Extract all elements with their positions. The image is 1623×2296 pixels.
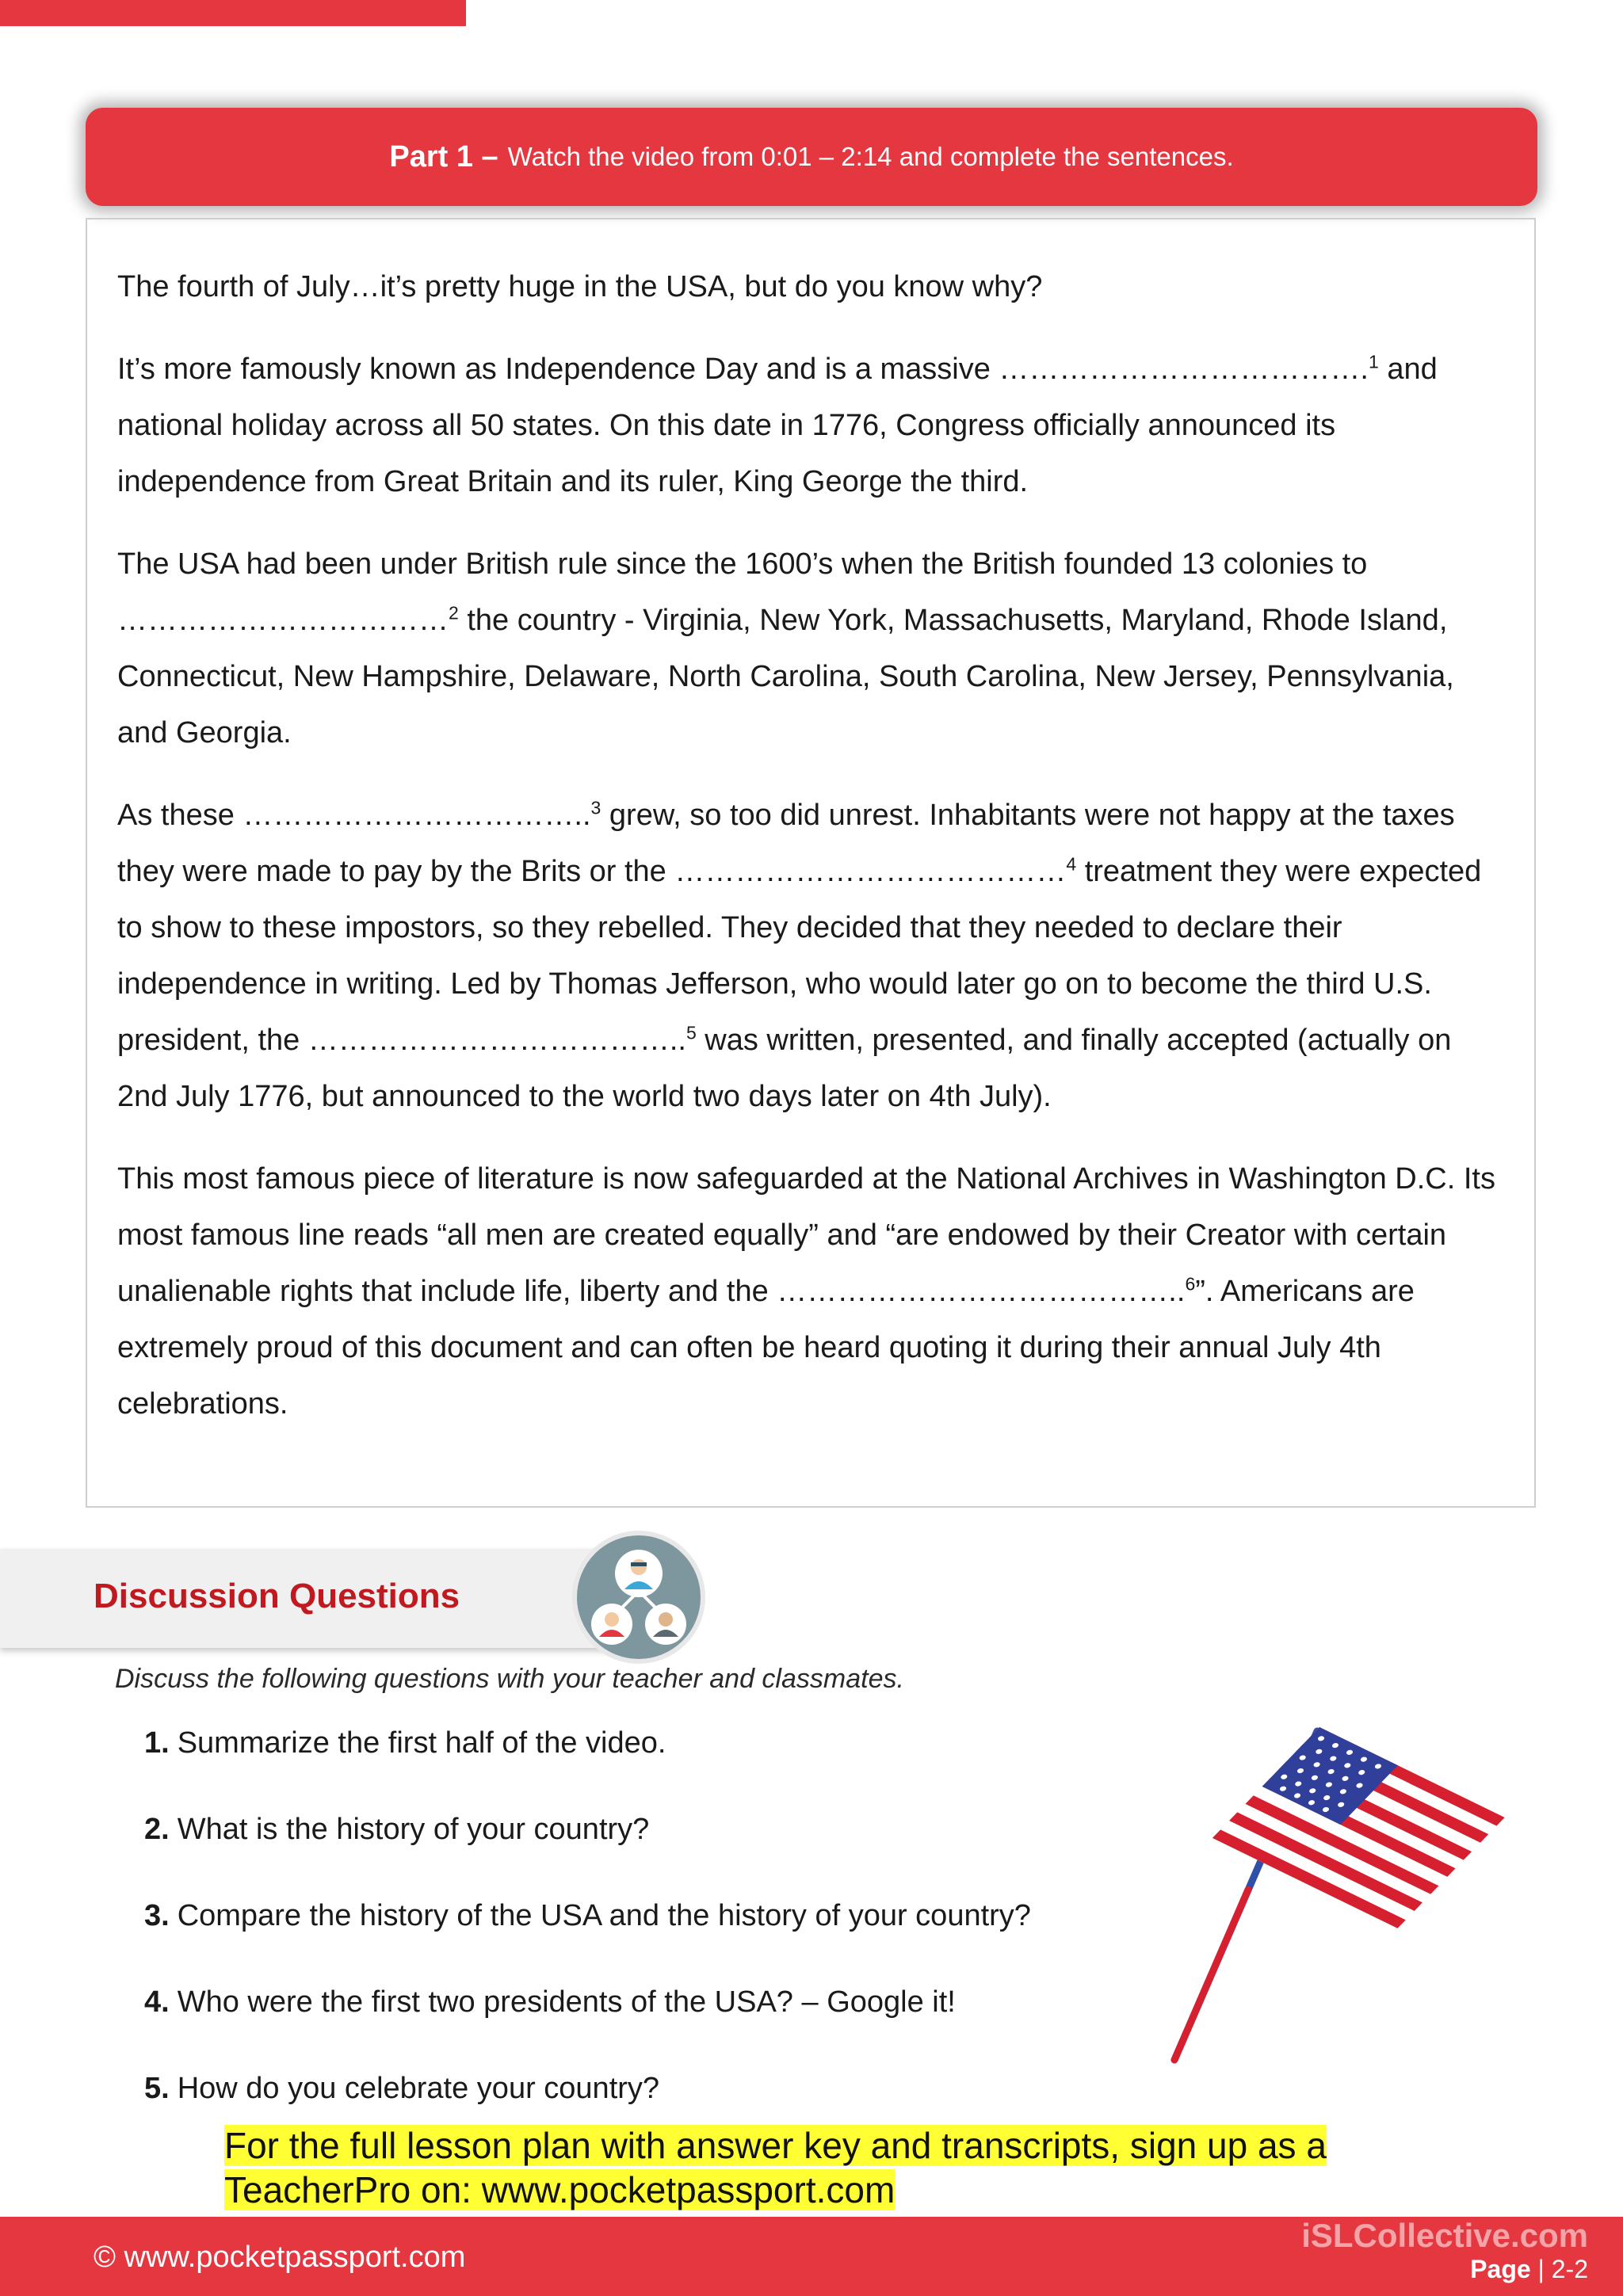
passage-text: and national holiday across all 50 states. On this date in 1776, Congress officially announced its independence from Great Britain and its ruler, King George the third. <box>117 353 1438 498</box>
promo-line-1: For the full lesson plan with answer key and transcripts, sign up as a <box>224 2125 1327 2166</box>
question-text: Compare the history of the USA and the history of your country? <box>177 1899 1031 1932</box>
page-number <box>1470 2255 1588 2284</box>
discussion-instruction: Discuss the following questions with your teacher and classmates. <box>115 1664 904 1694</box>
page-label: Page <box>1470 2255 1531 2283</box>
question-number: 3. <box>144 1899 170 1932</box>
passage-text: was written, presented, and finally accepted (actually on 2nd July 1776, but announced to the world two days later on 4th July). <box>117 1024 1452 1113</box>
discussion-title: Discussion Questions <box>94 1577 460 1615</box>
blank-number-2: 2 <box>449 602 459 624</box>
top-accent-stripe <box>0 0 466 26</box>
page-number-value: | 2-2 <box>1530 2255 1588 2283</box>
part-label: Part 1 – <box>389 139 498 174</box>
passage-paragraph-3 <box>117 536 1504 761</box>
passage-text: It’s more famously known as Independence Day and is a massive ………………………………. <box>117 353 1369 386</box>
promo-text <box>224 2123 1327 2212</box>
question-text: What is the history of your country? <box>177 1813 650 1846</box>
passage-paragraph-1 <box>117 259 1504 315</box>
passage-text: treatment they were expected to show to these impostors, so they rebelled. They decided that they needed to declare their independence in writing. Led by Thomas Jefferson, who would later go on to become the third U.S. president, the ……………………………….. <box>117 855 1482 1057</box>
passage-text: As these …………………………….. <box>117 799 591 832</box>
question-number: 2. <box>144 1813 170 1846</box>
question-text: Who were the first two presidents of the USA? – Google it! <box>177 1985 956 2019</box>
passage-paragraph-4 <box>117 788 1504 1125</box>
question-item <box>144 1802 1031 1888</box>
question-number: 5. <box>144 2072 170 2105</box>
question-list <box>144 1715 1031 2147</box>
passage-paragraph-2 <box>117 341 1504 510</box>
blank-number-1: 1 <box>1369 351 1379 372</box>
blank-number-3: 3 <box>590 797 601 818</box>
blank-number-4: 4 <box>1066 853 1077 875</box>
question-item <box>144 1974 1031 2061</box>
question-item <box>144 1888 1031 1974</box>
part1-banner <box>86 108 1537 206</box>
passage-text: ”. Americans are extremely proud of this document and can often be heard quoting it during their annual July 4th celebrations. <box>117 1275 1415 1421</box>
question-number: 1. <box>144 1726 170 1760</box>
passage-text: the country - Virginia, New York, Massachusetts, Maryland, Rhode Island, Connecticut, New Hampshire, Delaware, North Carolina, South Carolina, New Jersey, Pennsylvania, and Georgia. <box>117 604 1454 749</box>
question-text: Summarize the first half of the video. <box>177 1726 666 1760</box>
blank-number-6: 6 <box>1185 1273 1196 1295</box>
question-text: How do you celebrate your country? <box>177 2072 660 2105</box>
promo-line-2: TeacherPro on: www.pocketpassport.com <box>224 2169 896 2210</box>
part-instruction: Watch the video from 0:01 – 2:14 and complete the sentences. <box>507 142 1234 171</box>
question-number: 4. <box>144 1985 170 2019</box>
footer-bar <box>0 2217 1623 2296</box>
footer-copyright: © www.pocketpassport.com <box>94 2241 466 2274</box>
passage-text: This most famous piece of literature is now safeguarded at the National Archives in Washington D.C. Its most famous line reads “all men are created equally” and “are endowed by their Creator with certain unalienable rights that include life, liberty and the ………………………………….. <box>117 1162 1495 1308</box>
passage-text: grew, so too did unrest. Inhabitants were not happy at the taxes they were made to pay by the Brits or the ………………………………… <box>117 799 1455 888</box>
usa-flag-icon <box>1165 1715 1522 2068</box>
people-group-icon <box>572 1531 705 1664</box>
blank-number-5: 5 <box>685 1022 697 1043</box>
passage-text: The USA had been under British rule since the 1600’s when the British founded 13 colonies to …………………………… <box>117 547 1368 637</box>
passage-box <box>86 218 1536 1508</box>
question-item <box>144 1715 1031 1802</box>
passage-paragraph-5 <box>117 1151 1504 1432</box>
passage-text: The fourth of July…it’s pretty huge in the USA, but do you know why? <box>117 270 1043 303</box>
watermark: iSLCollective.com <box>1301 2217 1588 2254</box>
